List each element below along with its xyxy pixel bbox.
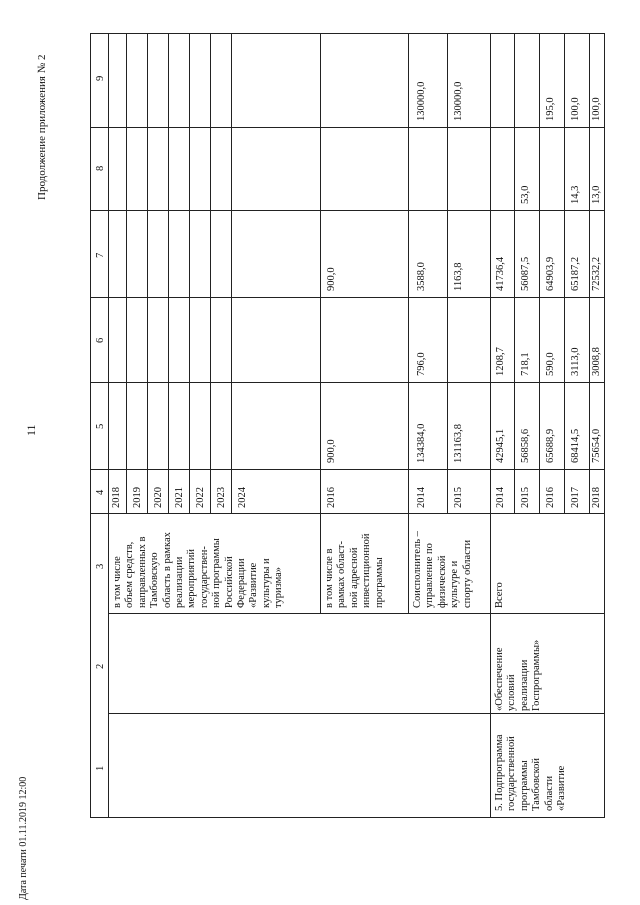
year-cell: 2023 <box>216 487 227 508</box>
row-description: Соисполнитель – управление по физической культуре и спорту области <box>412 531 473 608</box>
value-cell: 796,0 <box>416 352 427 376</box>
value-cell: 72532,2 <box>591 256 602 291</box>
year-cell: 2019 <box>132 487 143 508</box>
column-number: 2 <box>95 663 106 669</box>
value-cell: 75654,0 <box>591 428 602 463</box>
value-cell: 3008,8 <box>591 347 602 376</box>
value-cell: 65187,2 <box>570 256 581 291</box>
value-cell: 130000,0 <box>453 81 464 121</box>
year-cell: 2018 <box>111 487 122 508</box>
value-cell: 13,0 <box>591 185 602 204</box>
value-cell: 41736,4 <box>495 256 506 291</box>
year-cell: 2017 <box>570 487 581 508</box>
value-cell: 100,0 <box>570 97 581 121</box>
year-cell: 2016 <box>326 487 337 508</box>
row-description: в том числе объем средств, направленных в Тамбовскую область в рамках реализации мероприятий государствен- ной программы Российской Федерации «Развитие культуры и туризма» <box>112 532 285 608</box>
value-cell: 56858,6 <box>520 428 531 463</box>
value-cell: 53,0 <box>520 185 531 204</box>
value-cell: 590,0 <box>545 352 556 376</box>
value-cell: 134384,0 <box>416 423 427 463</box>
value-cell: 68414,5 <box>570 428 581 463</box>
year-cell: 2018 <box>591 487 602 508</box>
column-number: 7 <box>95 252 106 258</box>
value-cell: 14,3 <box>570 185 581 204</box>
subprogram-goal: «Обеспечение условий реализации Госпрограммы» <box>494 639 543 711</box>
page-number: 11 <box>24 424 38 436</box>
value-cell: 131163,8 <box>453 424 464 463</box>
subprogram-name: 5. Подпрограмма государственной программы Тамбовской области «Развитие <box>494 734 568 811</box>
year-cell: 2015 <box>520 487 531 508</box>
value-cell: 1208,7 <box>495 347 506 376</box>
data-table <box>90 33 605 818</box>
value-cell: 65688,9 <box>545 428 556 463</box>
value-cell: 100,0 <box>591 97 602 121</box>
appendix-continuation-label: Продолжение приложения № 2 <box>36 54 48 200</box>
value-cell: 3588,0 <box>416 262 427 291</box>
value-cell: 42945,1 <box>495 428 506 463</box>
column-number: 9 <box>95 75 106 81</box>
value-cell: 718,1 <box>520 352 531 376</box>
column-number: 8 <box>95 165 106 171</box>
column-number: 5 <box>95 423 106 429</box>
year-cell: 2020 <box>153 487 164 508</box>
value-cell: 56087,5 <box>520 256 531 291</box>
column-number: 1 <box>95 765 106 771</box>
year-cell: 2022 <box>195 487 206 508</box>
value-cell: 3113,0 <box>570 347 581 376</box>
row-description: Всего <box>494 582 505 608</box>
year-cell: 2016 <box>545 487 556 508</box>
column-number: 4 <box>95 489 106 495</box>
year-cell: 2014 <box>495 487 506 508</box>
year-cell: 2014 <box>416 487 427 508</box>
value-cell: 1163,8 <box>453 262 464 291</box>
column-number: 3 <box>95 563 106 569</box>
year-cell: 2021 <box>174 487 185 508</box>
value-cell: 900,0 <box>326 439 337 463</box>
value-cell: 195,0 <box>545 97 556 121</box>
year-cell: 2015 <box>453 487 464 508</box>
value-cell: 130000,0 <box>416 81 427 121</box>
print-date: Дата печати 01.11.2019 12:00 <box>18 776 29 900</box>
value-cell: 900,0 <box>326 267 337 291</box>
column-number: 6 <box>95 337 106 343</box>
row-description: в том числе в рамках област- ной адресной инвестиционной программы <box>324 533 385 608</box>
value-cell: 64903,9 <box>545 256 556 291</box>
year-cell: 2024 <box>237 487 248 508</box>
